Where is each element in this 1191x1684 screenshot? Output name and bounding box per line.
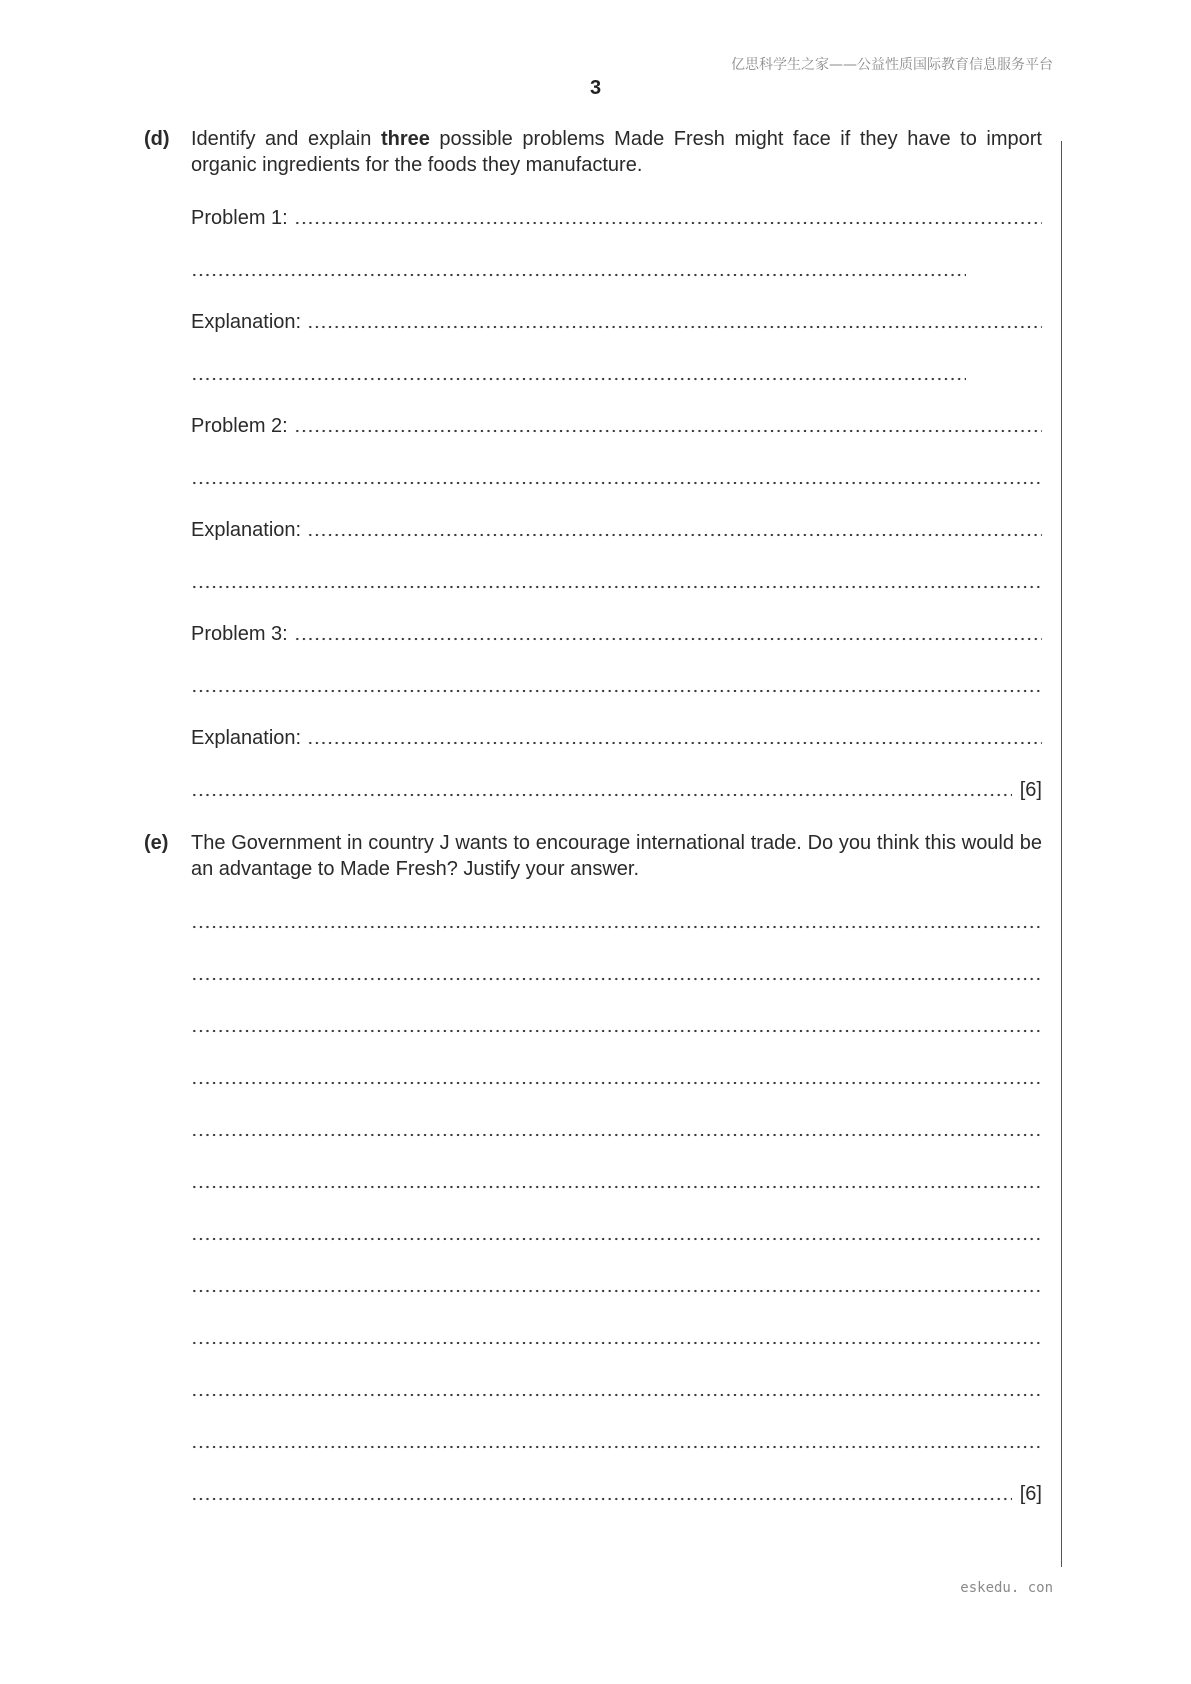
footer-watermark: eskedu. con xyxy=(960,1580,1053,1596)
problem-2-label: Problem 2: xyxy=(191,415,288,437)
explanation-1-continuation-line[interactable] xyxy=(191,361,966,387)
answer-line[interactable] xyxy=(191,1013,1042,1039)
problem-3-line[interactable] xyxy=(191,621,1042,647)
answer-line[interactable] xyxy=(191,1273,1042,1299)
question-d xyxy=(144,126,1042,178)
question-d-text: Identify and explain three possible problems Made Fresh might face if they have to import organic ingredients for the foods they manufacture. xyxy=(191,128,1042,176)
answer-line[interactable] xyxy=(191,1117,1042,1143)
page-number: 3 xyxy=(589,77,602,99)
problem-2-line[interactable] xyxy=(191,413,1042,439)
explanation-1-line[interactable] xyxy=(191,309,1042,335)
header-watermark: 亿思科学生之家——公益性质国际教育信息服务平台 xyxy=(731,57,1053,73)
problem-3-label: Problem 3: xyxy=(191,623,288,645)
question-d-label: (d) xyxy=(144,128,170,150)
answer-line[interactable] xyxy=(191,1065,1042,1091)
explanation-2-label: Explanation: xyxy=(191,519,302,541)
explanation-3-continuation-line[interactable] xyxy=(191,777,1042,803)
question-e-label: (e) xyxy=(144,832,169,854)
question-d-marks: [6] xyxy=(1019,779,1042,801)
answer-line[interactable] xyxy=(191,1221,1042,1247)
problem-3-continuation-line[interactable] xyxy=(191,673,1042,699)
problem-1-continuation-line[interactable] xyxy=(191,257,966,283)
explanation-3-label: Explanation: xyxy=(191,727,302,749)
question-e-marks: [6] xyxy=(1019,1483,1042,1505)
explanation-3-line[interactable] xyxy=(191,725,1042,751)
explanation-2-continuation-line[interactable] xyxy=(191,569,1042,595)
answer-line[interactable] xyxy=(191,961,1042,987)
answer-line[interactable] xyxy=(191,1169,1042,1195)
problem-2-continuation-line[interactable] xyxy=(191,465,1042,491)
problem-1-label: Problem 1: xyxy=(191,207,288,229)
margin-rule xyxy=(1061,141,1062,1567)
answer-line[interactable] xyxy=(191,1377,1042,1403)
answer-line[interactable] xyxy=(191,1325,1042,1351)
problem-1-line[interactable] xyxy=(191,205,1042,231)
answer-line[interactable] xyxy=(191,1481,1042,1507)
explanation-1-label: Explanation: xyxy=(191,311,302,333)
answer-line[interactable] xyxy=(191,1429,1042,1455)
question-e-text: The Government in country J wants to encourage international trade. Do you think this would be an advantage to Made Fresh? Justify your answer. xyxy=(191,832,1042,880)
explanation-2-line[interactable] xyxy=(191,517,1042,543)
answer-line[interactable] xyxy=(191,909,1042,935)
question-e xyxy=(144,830,1042,882)
